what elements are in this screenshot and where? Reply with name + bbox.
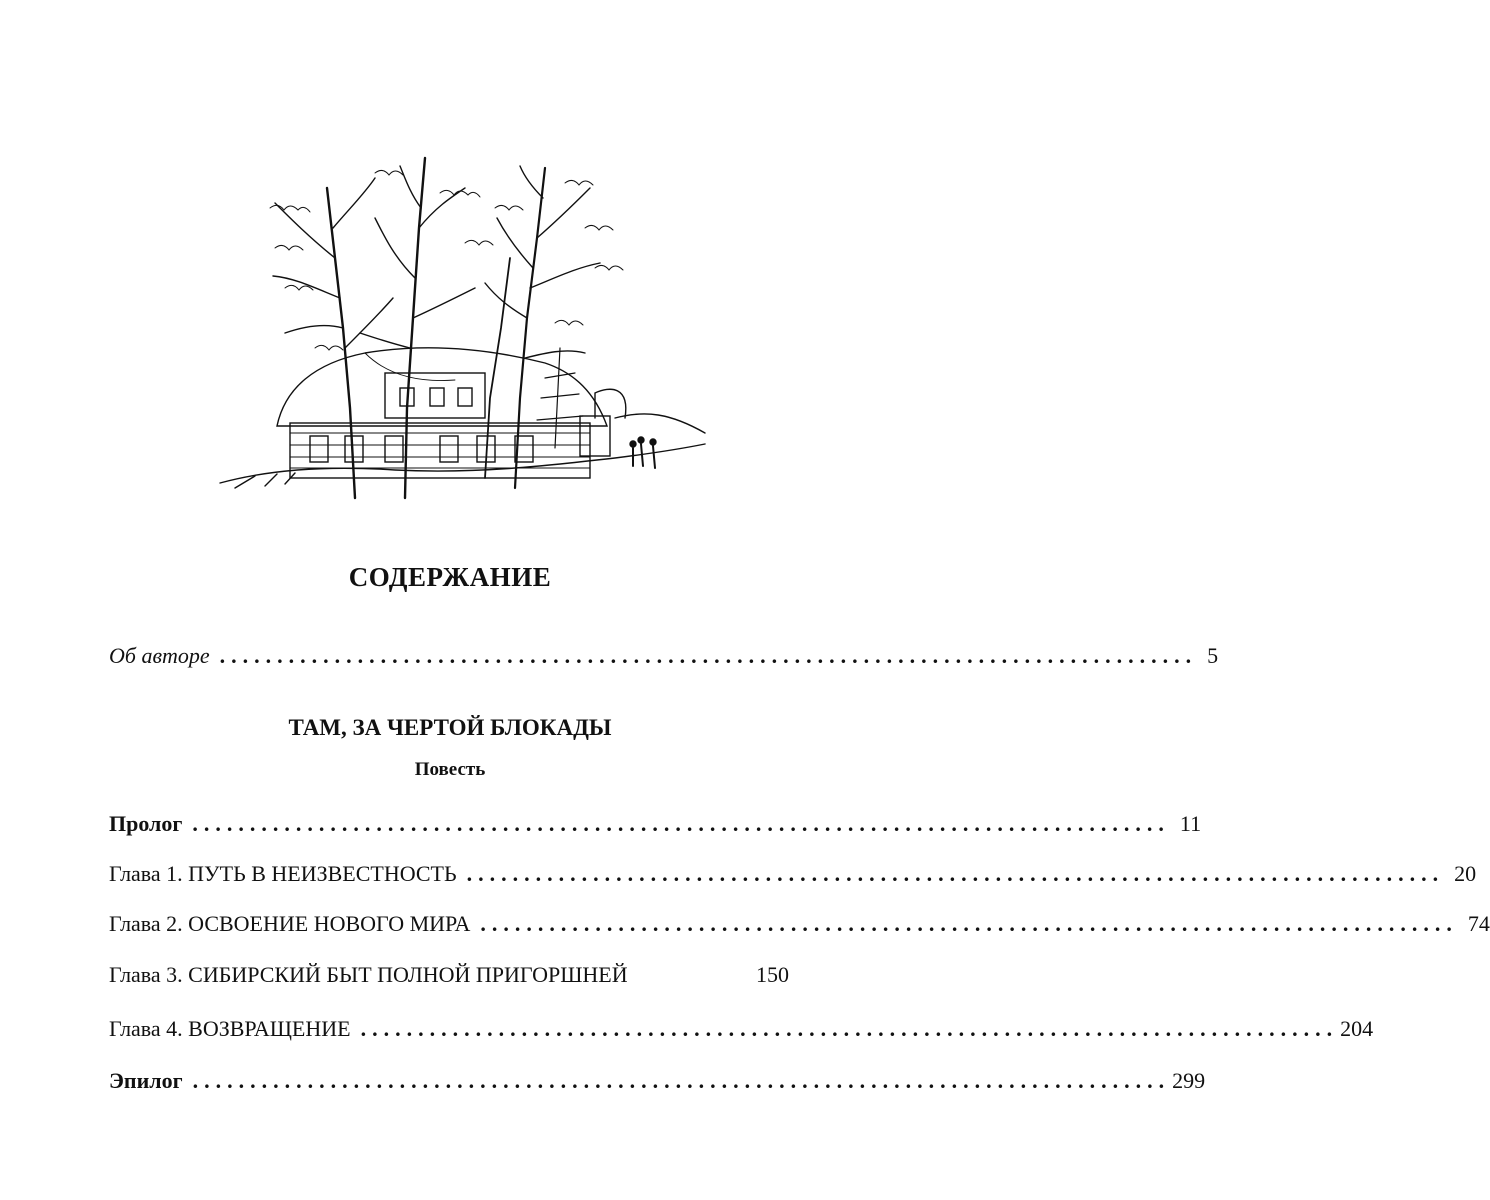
toc-entry-chapter-4[interactable] xyxy=(109,1016,1374,1042)
toc-entry-label: Глава 4. ВОЗВРАЩЕНИЕ xyxy=(109,1016,351,1041)
toc-entry-label: Глава 1. ПУТЬ В НЕИЗВЕСТНОСТЬ xyxy=(109,861,457,886)
village-house-illustration xyxy=(215,148,710,503)
section-subtitle: Повесть xyxy=(414,759,486,780)
toc-leader-dots: ..................................................................................... xyxy=(192,811,1170,836)
toc-leader-dots: ..................................................................................... xyxy=(192,1068,1171,1093)
toc-entry-label: Пролог xyxy=(109,811,183,836)
toc-entry-chapter-1[interactable] xyxy=(109,861,1477,887)
toc-leader-dots: ..................................................................................... xyxy=(466,861,1445,886)
toc-entry-about[interactable] xyxy=(109,643,1219,669)
toc-entry-page: 150 xyxy=(756,962,789,987)
toc-entry-page: 11 xyxy=(1179,811,1202,836)
page-title: СОДЕРЖАНИЕ xyxy=(348,562,552,592)
toc-entry-page: 299 xyxy=(1172,1068,1206,1093)
toc-entry-chapter-2[interactable] xyxy=(109,911,1490,937)
toc-entry-page: 5 xyxy=(1207,643,1219,668)
section-title: ТАМ, ЗА ЧЕРТОЙ БЛОКАДЫ xyxy=(288,715,612,740)
toc-leader-dots: ..................................................................................... xyxy=(360,1016,1339,1041)
toc-entry-epilogue[interactable] xyxy=(109,1068,1206,1094)
toc-leader-dots: ..................................................................................... xyxy=(219,643,1198,668)
toc-entry-page: 74 xyxy=(1467,911,1490,936)
toc-entry-prologue[interactable] xyxy=(109,811,1202,837)
toc-entry-page: 204 xyxy=(1340,1016,1374,1041)
toc-entry-label: Глава 3. СИБИРСКИЙ БЫТ ПОЛНОЙ ПРИГОРШНЕЙ xyxy=(109,962,628,987)
toc-entry-chapter-3[interactable] xyxy=(109,962,789,988)
toc-leader-dots: ..................................................................................... xyxy=(480,911,1458,936)
toc-entry-page: 20 xyxy=(1454,861,1477,886)
toc-entry-label: Эпилог xyxy=(109,1068,183,1093)
toc-entry-label: Глава 2. ОСВОЕНИЕ НОВОГО МИРА xyxy=(109,911,471,936)
toc-entry-label: Об авторе xyxy=(109,643,210,668)
